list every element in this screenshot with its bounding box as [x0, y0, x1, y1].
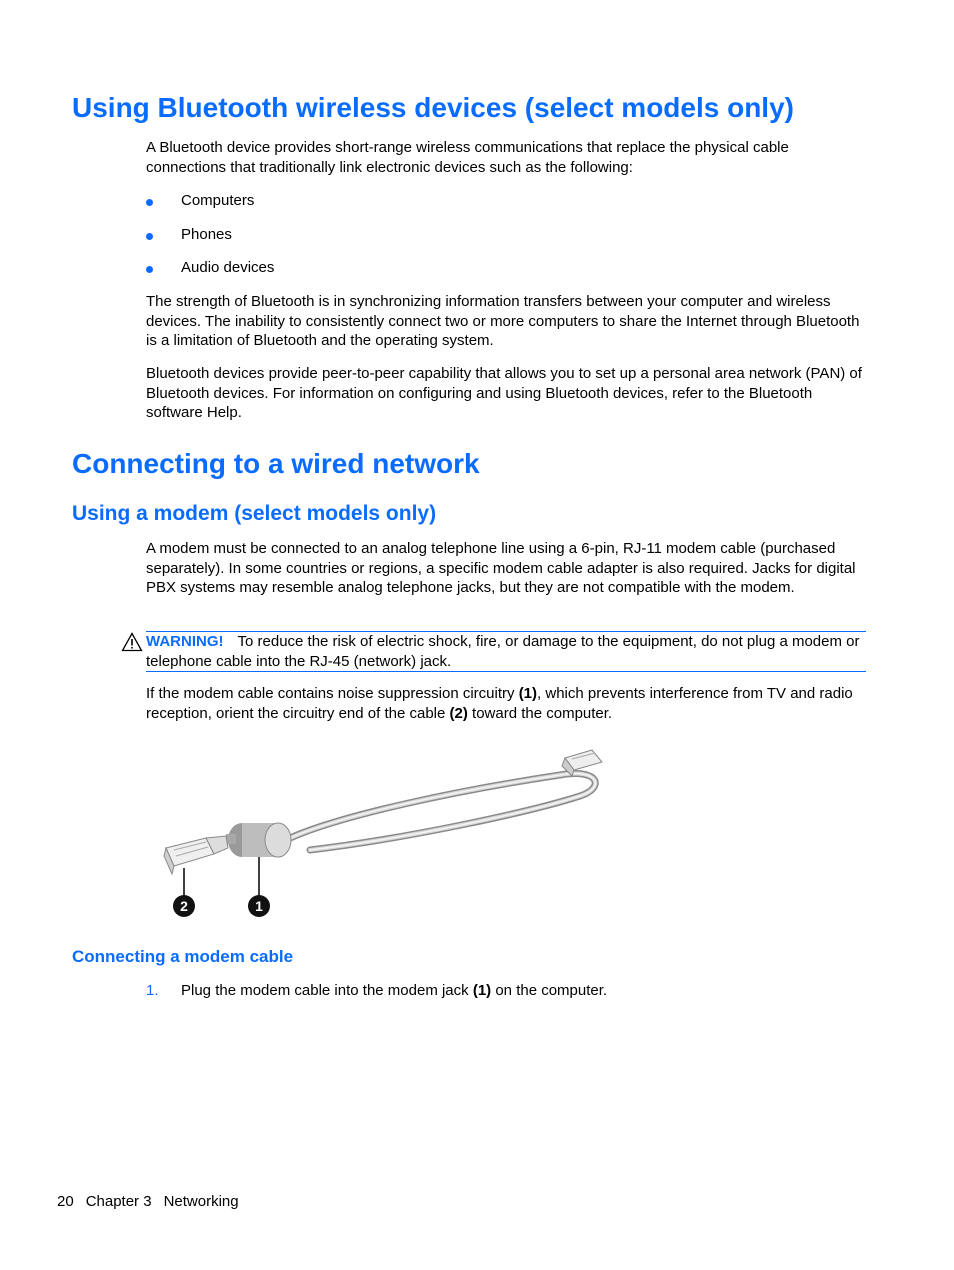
heading-connecting-modem-cable: Connecting a modem cable	[72, 947, 294, 966]
page-footer	[57, 1192, 251, 1211]
callout-reference-1: (1)	[518, 685, 538, 702]
chapter-label: Chapter 3	[85, 1193, 152, 1210]
bluetooth-device-list	[146, 191, 546, 278]
warning-label: WARNING!	[146, 633, 224, 650]
step-number: 1.	[146, 982, 159, 999]
text-run: , which prevents interference from TV and radio reception, orient the circuitry end of the cable	[146, 685, 853, 722]
heading-wired-network: Connecting to a wired network	[72, 448, 480, 479]
list-item	[146, 258, 546, 278]
warning-triangle-icon	[121, 632, 143, 652]
chapter-title: Networking	[163, 1193, 239, 1210]
warning-text: To reduce the risk of electric shock, fire, or damage to the equipment, do not plug a modem or telephone cable into the RJ-45 (network) jack.	[146, 633, 860, 670]
warning-text-block	[146, 632, 866, 671]
noise-suppression-paragraph	[146, 684, 866, 723]
bluetooth-strength-paragraph: The strength of Bluetooth is in synchronizing information transfers between your computer and wireless devices. The inability to consistently connect two or more computers to share the Internet through Bluetooth is a limitation of Bluetooth and the operating system.	[146, 293, 860, 349]
callout-reference-1: (1)	[472, 982, 492, 999]
list-item-label: Computers	[181, 192, 255, 209]
list-item	[146, 225, 546, 245]
step-text	[181, 981, 607, 1001]
text-run: toward the computer.	[467, 704, 613, 722]
bullet-icon	[146, 266, 153, 273]
text-run: Plug the modem cable into the modem jack	[181, 982, 473, 999]
callout-1-label: 1	[255, 898, 263, 914]
step-list	[146, 981, 866, 1001]
text-run: If the modem cable contains noise suppression circuitry	[146, 685, 519, 702]
warning-box	[146, 631, 866, 672]
text-run: on the computer.	[491, 982, 608, 999]
callout-2-icon	[173, 895, 195, 917]
noise-suppression-bead	[226, 823, 291, 857]
step-item	[146, 981, 866, 1001]
list-item-label: Audio devices	[181, 259, 275, 276]
modem-cable-illustration	[160, 740, 610, 925]
list-item-label: Phones	[181, 225, 232, 243]
callout-1-icon	[248, 895, 270, 917]
list-item	[146, 191, 546, 211]
bluetooth-pan-paragraph: Bluetooth devices provide peer-to-peer capability that allows you to set up a personal area network (PAN) of Bluetooth devices. For information on configuring and using Bluetooth devices, refer to the Bluetooth software Help.	[146, 365, 862, 421]
modem-paragraph: A modem must be connected to an analog telephone line using a 6-pin, RJ-11 modem cable (purchased separately). In some countries or regions, a specific modem cable adapter is also required. Jacks for digital PBX systems may resemble analog telephone jacks, but they are not compatible with the modem.	[146, 540, 856, 596]
heading-modem: Using a modem (select models only)	[72, 502, 437, 525]
heading-bluetooth: Using Bluetooth wireless devices (select models only)	[72, 92, 794, 123]
bullet-icon	[146, 199, 153, 206]
page-number: 20	[57, 1193, 74, 1210]
callout-2-label: 2	[180, 898, 188, 914]
bullet-icon	[146, 233, 153, 240]
rj11-connector-left	[164, 836, 228, 874]
callout-reference-2: (2)	[449, 704, 468, 722]
bluetooth-intro: A Bluetooth device provides short-range wireless communications that replace the physical cable connections that traditionally link electronic devices such as the following:	[146, 139, 789, 176]
